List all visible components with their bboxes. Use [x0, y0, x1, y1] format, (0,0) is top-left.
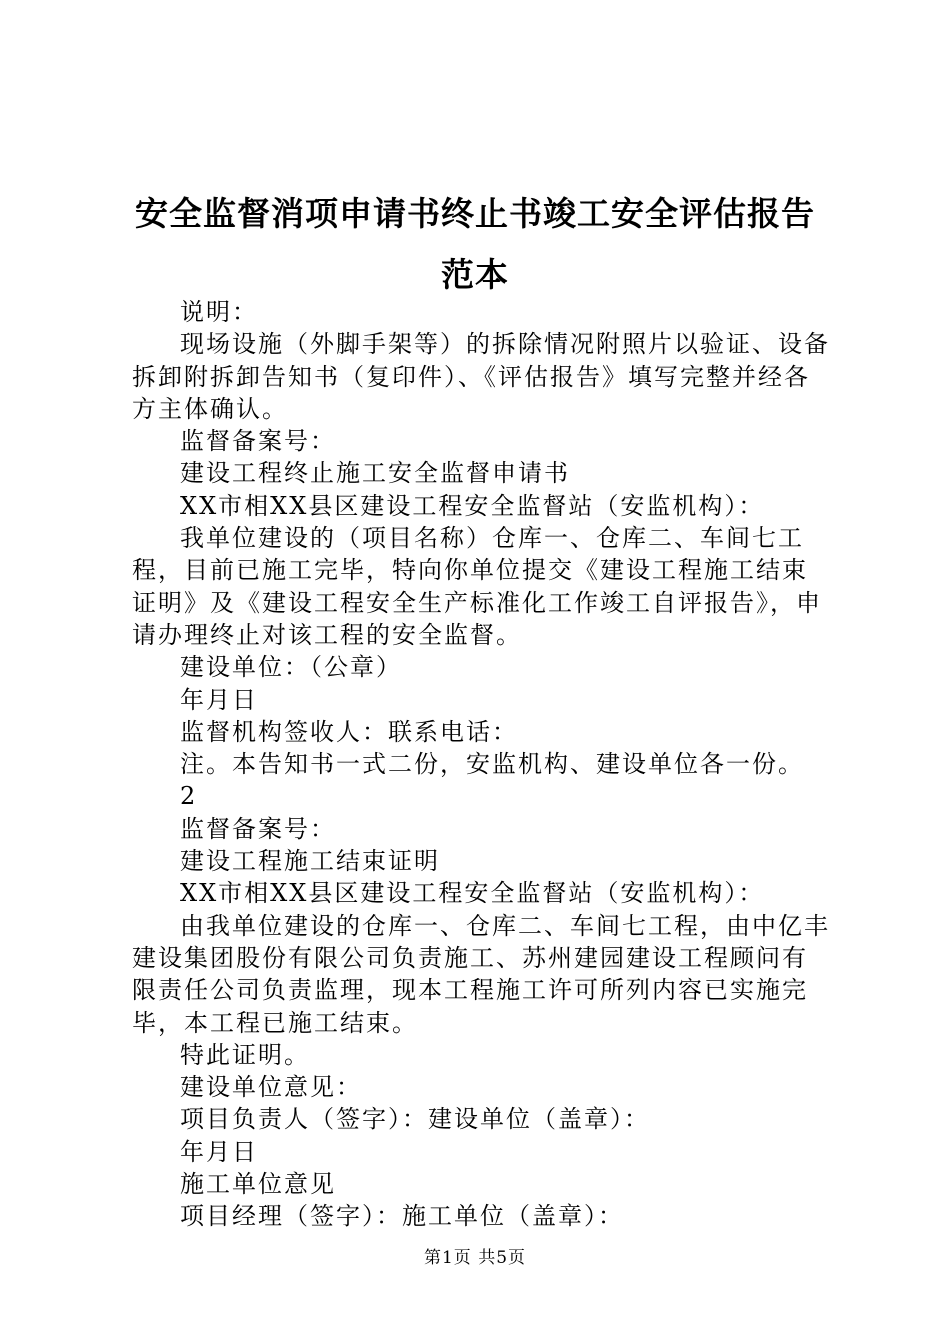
paragraph: 年月日: [180, 1137, 258, 1166]
paragraph: 建设工程施工结束证明: [180, 847, 440, 876]
paragraph: 监督机构签收人：联系电话：: [180, 717, 518, 746]
paragraph: 注。本告知书一式二份，安监机构、建设单位各一份。: [180, 750, 804, 779]
paragraph: 建设单位：（公章）: [180, 653, 402, 682]
paragraph: 特此证明。: [180, 1040, 310, 1069]
document-title-line-1: 安全监督消项申请书终止书竣工安全评估报告: [135, 194, 815, 233]
paragraph: XX市相XX县区建设工程安全监督站（安监机构）：: [180, 491, 765, 520]
paragraph: 由我单位建设的仓库一、仓库二、车间七工程，由中亿丰建设集团股份有限公司负责施工、苏州建园建设工程顾问有限责任公司负责监理，现本工程施工许可所列内容已实施完毕，本工程已施工结束。: [132, 911, 830, 1037]
page-footer: 第1页 共5页: [423, 1248, 527, 1268]
paragraph: 建设单位意见：: [180, 1073, 362, 1102]
paragraph: 施工单位意见: [180, 1170, 336, 1199]
paragraph: 说明：: [180, 298, 258, 326]
paragraph: 项目负责人（签字）：建设单位（盖章）：: [180, 1105, 650, 1134]
paragraph: 监督备案号：: [180, 427, 336, 456]
paragraph: 现场设施（外脚手架等）的拆除情况附照片以验证、设备拆卸附拆卸告知书（复印件）、《评估报告》填写完整并经各方主体确认。: [132, 330, 830, 423]
paragraph: XX市相XX县区建设工程安全监督站（安监机构）：: [180, 879, 765, 908]
paragraph: 建设工程终止施工安全监督申请书: [180, 459, 570, 488]
paragraph: 年月日: [180, 685, 258, 714]
paragraph: 2: [180, 782, 198, 811]
paragraph: 监督备案号：: [180, 814, 336, 843]
document-body: [132, 296, 832, 1233]
document-title-line-2: 范本: [441, 255, 509, 294]
paragraph: 项目经理（签字）：施工单位（盖章）：: [180, 1202, 624, 1231]
paragraph: 我单位建设的（项目名称）仓库一、仓库二、车间七工程，目前已施工完毕，特向你单位提交《建设工程施工结束证明》及《建设工程安全生产标准化工作竣工自评报告》，申请办理终止对该工程的安全监督。: [132, 524, 822, 649]
